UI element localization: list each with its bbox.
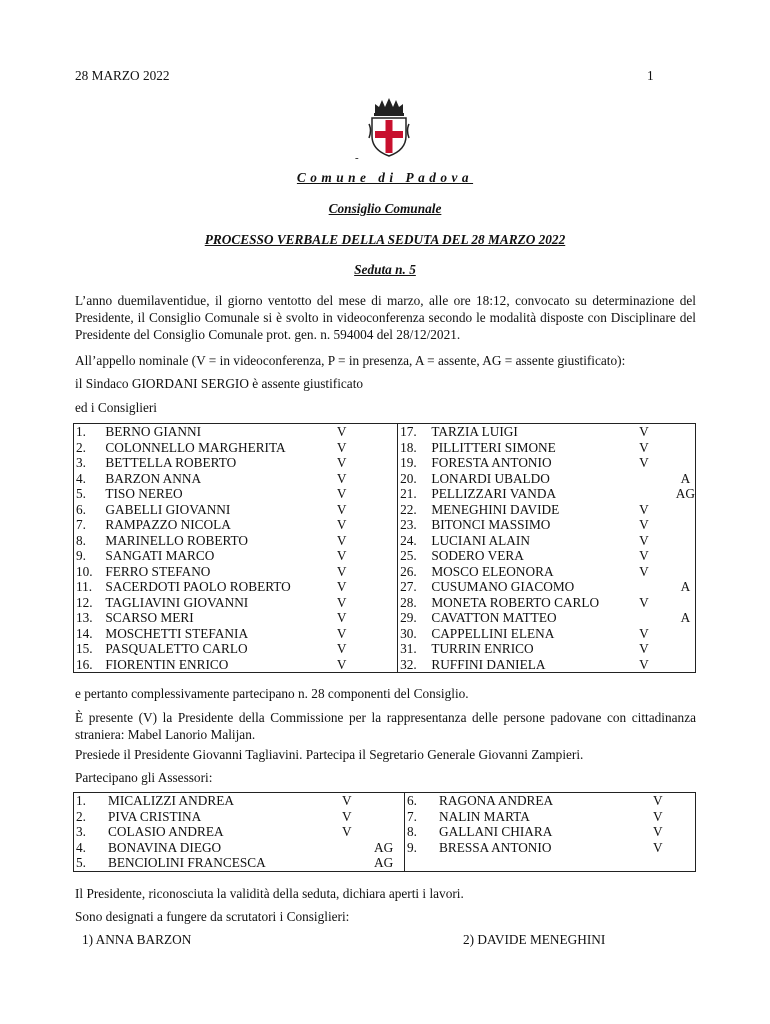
consiglieri-table	[73, 423, 696, 673]
attendance-absent	[370, 657, 397, 673]
consigliere-number: 26.	[400, 563, 417, 579]
consigliere-number: 21.	[400, 486, 417, 501]
consigliere-name: RAMPAZZO NICOLA	[105, 517, 231, 532]
attendance-v	[340, 840, 372, 856]
consiglio-title: Consiglio Comunale	[328, 201, 442, 216]
consigliere-number: 15.	[76, 641, 93, 656]
consigliere-name: PASQUALETTO CARLO	[105, 641, 248, 656]
assessore-name: MICALIZZI ANDREA	[108, 793, 234, 808]
assessore-name: BRESSA ANTONIO	[439, 839, 552, 855]
attendance-v: V	[653, 824, 663, 839]
consigliere-number: 17.	[400, 424, 417, 439]
attendance-v: V	[639, 641, 649, 656]
presente-paragraph: È presente (V) la Presidente della Commissione per la rappresentanza delle persone padovane con cittadinanza straniera: Mabel Lanorio Malijan.	[75, 710, 696, 742]
consigliere-number: 22.	[400, 501, 417, 517]
scrutatore-2: 2) DAVIDE MENEGHINI	[463, 932, 606, 947]
consigliere-name: CAPPELLINI ELENA	[431, 625, 555, 641]
attendance-v: V	[336, 563, 347, 579]
attendance-v: V	[653, 793, 663, 808]
consigliere-name: MONETA ROBERTO CARLO	[431, 594, 600, 610]
attendance-v: V	[639, 656, 649, 672]
attendance-v: V	[336, 594, 347, 610]
consigliere-name: MARINELLO ROBERTO	[105, 532, 249, 548]
attendance-absent	[370, 641, 397, 657]
consigliere-number: 18.	[400, 439, 417, 455]
attendance-absent	[372, 824, 405, 840]
consigliere-number: 24.	[400, 532, 417, 548]
attendance-v: V	[653, 839, 663, 855]
table-row	[74, 809, 696, 825]
consigliere-number: 25.	[400, 548, 417, 563]
assessore-number: 6.	[407, 793, 417, 808]
consigliere-name: SCARSO MERI	[105, 610, 194, 625]
assessore-name: BENCIOLINI FRANCESCA	[108, 855, 266, 870]
attendance-v: V	[639, 548, 649, 563]
consigliere-number: 4.	[76, 470, 86, 486]
attendance-absent	[370, 440, 397, 456]
attendance-absent	[370, 533, 397, 549]
attendance-absent: AG	[372, 855, 405, 871]
attendance-absent	[370, 455, 397, 471]
consigliere-number: 13.	[76, 610, 93, 625]
attendance-absent	[370, 564, 397, 580]
attendance-v: V	[336, 641, 347, 656]
attendance-v: V	[336, 439, 347, 455]
consigliere-number: 3.	[76, 455, 86, 470]
consigliere-name: BARZON ANNA	[105, 470, 202, 486]
document-date: 28 MARZO 2022	[75, 68, 170, 83]
consigliere-name: GABELLI GIOVANNI	[105, 501, 231, 517]
attendance-absent	[674, 533, 696, 549]
apertura-line: Il Presidente, riconosciuta la validità della seduta, dichiara aperti i lavori.	[75, 886, 464, 901]
attendance-v	[637, 486, 674, 502]
processo-verbale-title: PROCESSO VERBALE DELLA SEDUTA DEL 28 MARZO 2022	[204, 232, 566, 247]
assessore-number: 4.	[76, 839, 86, 855]
attendance-absent	[372, 793, 405, 809]
consigliere-number: 8.	[76, 532, 86, 548]
table-row	[74, 641, 696, 657]
consigliere-name: PILLITTERI SIMONE	[431, 439, 556, 455]
attendance-v: V	[639, 594, 649, 610]
attendance-absent: A	[680, 610, 691, 625]
intro-paragraph: L’anno duemilaventidue, il giorno ventotto del mese di marzo, alle ore 18:12, convocato su determinazione del Presidente, il Consiglio Comunale si è svolto in videoconferenza secondo le modalità disposte con Disciplinare del Presidente del Consiglio Comunale prot. gen. n. 594004 del 28/12/2021.	[75, 293, 696, 342]
table-row	[74, 424, 696, 440]
attendance-absent: A	[680, 470, 691, 486]
attendance-absent	[370, 517, 397, 533]
attendance-v: V	[336, 486, 347, 501]
table-row	[74, 626, 696, 642]
consigliere-number: 1.	[76, 424, 86, 439]
attendance-absent	[674, 455, 696, 471]
consigliere-name: TURRIN ENRICO	[431, 641, 534, 656]
comune-title: Comune di Padova	[296, 170, 474, 185]
attendance-v: V	[336, 517, 347, 532]
consigliere-name: BITONCI MASSIMO	[431, 517, 551, 532]
table-row	[74, 517, 696, 533]
attendance-absent	[372, 809, 405, 825]
table-row	[74, 455, 696, 471]
attendance-absent	[674, 424, 696, 440]
table-row	[74, 502, 696, 518]
consigliere-name: BETTELLA ROBERTO	[105, 455, 237, 470]
consigliere-name: SANGATI MARCO	[105, 548, 215, 563]
consigliere-name: MOSCHETTI STEFANIA	[105, 625, 249, 641]
attendance-absent	[674, 626, 696, 642]
consigliere-number: 29.	[400, 610, 417, 625]
attendance-v	[637, 471, 674, 487]
attendance-v: V	[653, 808, 663, 824]
attendance-absent	[693, 809, 696, 825]
consigliere-name: COLONNELLO MARGHERITA	[105, 439, 286, 455]
attendance-absent	[674, 517, 696, 533]
attendance-v: V	[639, 455, 649, 470]
attendance-v: V	[336, 501, 347, 517]
consigliere-name: MENEGHINI DAVIDE	[431, 501, 560, 517]
attendance-v	[340, 855, 372, 871]
assessore-number: 3.	[76, 824, 86, 839]
consigliere-name: TARZIA LUIGI	[431, 424, 518, 439]
page-number: 1	[647, 68, 654, 83]
table-row	[74, 548, 696, 564]
consigliere-name: FIORENTIN ENRICO	[105, 656, 229, 672]
assessore-number: 5.	[76, 855, 86, 870]
attendance-v	[637, 579, 674, 595]
padova-coat-of-arms-icon	[368, 96, 410, 158]
attendance-absent	[370, 595, 397, 611]
attendance-v: V	[336, 579, 347, 594]
attendance-absent	[693, 824, 696, 840]
attendance-absent	[674, 548, 696, 564]
attendance-absent	[693, 793, 696, 809]
presiede-line: Presiede il Presidente Giovanni Tagliavini. Partecipa il Segretario Generale Giovanni Zampieri.	[75, 747, 584, 762]
attendance-v	[637, 610, 674, 626]
table-row	[74, 533, 696, 549]
attendance-absent	[674, 657, 696, 673]
consigliere-name: CAVATTON MATTEO	[431, 610, 557, 625]
attendance-absent	[370, 502, 397, 518]
attendance-absent	[370, 626, 397, 642]
attendance-absent	[370, 579, 397, 595]
consigliere-name: MOSCO ELEONORA	[431, 563, 554, 579]
assessore-number: 8.	[407, 824, 417, 839]
attendance-v: V	[336, 470, 347, 486]
attendance-absent	[674, 502, 696, 518]
attendance-v: V	[639, 439, 649, 455]
partecipano-line: e pertanto complessivamente partecipano n. 28 componenti del Consiglio.	[75, 686, 469, 701]
attendance-v: V	[639, 517, 649, 532]
consigliere-number: 32.	[400, 656, 417, 672]
assessore-number: 9.	[407, 839, 417, 855]
attendance-v: V	[639, 424, 649, 439]
table-row	[74, 440, 696, 456]
attendance-v: V	[639, 501, 649, 517]
assessore-name: COLASIO ANDREA	[108, 824, 224, 839]
attendance-v: V	[336, 625, 347, 641]
consigliere-number: 12.	[76, 594, 93, 610]
consigliere-name: FORESTA ANTONIO	[431, 455, 552, 470]
empty-cell	[405, 855, 438, 871]
attendance-absent: AG	[675, 486, 695, 501]
consigliere-number: 20.	[400, 470, 417, 486]
empty-cell	[437, 855, 651, 871]
attendance-absent	[674, 564, 696, 580]
consigliere-number: 5.	[76, 486, 86, 501]
attendance-v: V	[336, 610, 347, 625]
appello-line: All’appello nominale (V = in videoconferenza, P = in presenza, A = assente, AG = assente giustificato):	[75, 353, 626, 368]
attendance-v: V	[342, 824, 352, 839]
table-row	[74, 471, 696, 487]
attendance-v: V	[639, 625, 649, 641]
consigliere-name: RUFFINI DANIELA	[431, 656, 546, 672]
assessori-label: Partecipano gli Assessori:	[75, 770, 213, 785]
consigliere-name: SODERO VERA	[431, 548, 524, 563]
consigliere-name: FERRO STEFANO	[105, 563, 211, 579]
table-row	[74, 657, 696, 673]
consigliere-name: SACERDOTI PAOLO ROBERTO	[105, 579, 291, 594]
consigliere-number: 10.	[76, 563, 93, 579]
scrutatore-1: 1) ANNA BARZON	[82, 932, 192, 947]
table-row	[74, 595, 696, 611]
attendance-absent	[370, 424, 397, 440]
attendance-absent	[370, 471, 397, 487]
attendance-v: V	[336, 455, 347, 470]
consigliere-name: TISO NEREO	[105, 486, 183, 501]
consigliere-name: LONARDI UBALDO	[431, 470, 550, 486]
attendance-absent	[674, 440, 696, 456]
attendance-v: V	[336, 424, 347, 439]
attendance-absent: A	[680, 579, 691, 594]
assessore-name: RAGONA ANDREA	[439, 793, 554, 808]
consigliere-name: LUCIANI ALAIN	[431, 532, 530, 548]
attendance-v: V	[336, 656, 347, 672]
consigliere-number: 11.	[76, 579, 93, 594]
consigliere-number: 23.	[400, 517, 417, 532]
attendance-absent	[370, 486, 397, 502]
table-row	[74, 840, 696, 856]
consigliere-number: 16.	[76, 656, 93, 672]
table-row	[74, 579, 696, 595]
sindaco-line: il Sindaco GIORDANI SERGIO è assente giustificato	[75, 376, 364, 391]
scrutatori-label: Sono designati a fungere da scrutatori i Consiglieri:	[75, 909, 350, 924]
consigliere-number: 19.	[400, 455, 417, 470]
assessore-name: GALLANI CHIARA	[439, 824, 553, 839]
consigliere-number: 2.	[76, 439, 86, 455]
consiglieri-label: ed i Consiglieri	[75, 400, 157, 415]
assessore-number: 1.	[76, 793, 86, 808]
attendance-absent	[370, 610, 397, 626]
attendance-absent	[674, 595, 696, 611]
table-row	[74, 564, 696, 580]
consigliere-name: PELLIZZARI VANDA	[431, 486, 557, 501]
empty-cell	[651, 855, 693, 871]
consigliere-name: BERNO GIANNI	[105, 424, 202, 439]
consigliere-number: 6.	[76, 501, 86, 517]
consigliere-name: TAGLIAVINI GIOVANNI	[105, 594, 249, 610]
assessore-number: 7.	[407, 808, 417, 824]
attendance-absent	[674, 641, 696, 657]
attendance-absent	[370, 548, 397, 564]
seduta-title: Seduta n. 5	[354, 262, 416, 277]
consigliere-name: CUSUMANO GIACOMO	[431, 579, 575, 594]
table-row	[74, 793, 696, 809]
table-row	[74, 486, 696, 502]
table-row	[74, 855, 696, 871]
table-row	[74, 610, 696, 626]
assessore-name: NALIN MARTA	[439, 808, 530, 824]
assessore-name: PIVA CRISTINA	[108, 808, 202, 824]
consigliere-number: 31.	[400, 641, 417, 656]
attendance-v: V	[639, 563, 649, 579]
crest-mark: -	[355, 152, 359, 164]
attendance-absent	[693, 840, 696, 856]
attendance-v: V	[342, 808, 352, 824]
consigliere-number: 30.	[400, 625, 417, 641]
attendance-v: V	[342, 793, 352, 808]
consigliere-number: 9.	[76, 548, 86, 563]
consigliere-number: 28.	[400, 594, 417, 610]
attendance-v: V	[336, 532, 347, 548]
consigliere-number: 14.	[76, 625, 93, 641]
assessore-number: 2.	[76, 808, 86, 824]
attendance-v: V	[336, 548, 347, 563]
consigliere-number: 27.	[400, 579, 417, 594]
attendance-absent: AG	[372, 840, 405, 856]
assessore-name: BONAVINA DIEGO	[108, 839, 222, 855]
assessori-table	[73, 792, 696, 872]
attendance-v: V	[639, 532, 649, 548]
consigliere-number: 7.	[76, 517, 86, 532]
empty-cell	[693, 855, 696, 871]
table-row	[74, 824, 696, 840]
